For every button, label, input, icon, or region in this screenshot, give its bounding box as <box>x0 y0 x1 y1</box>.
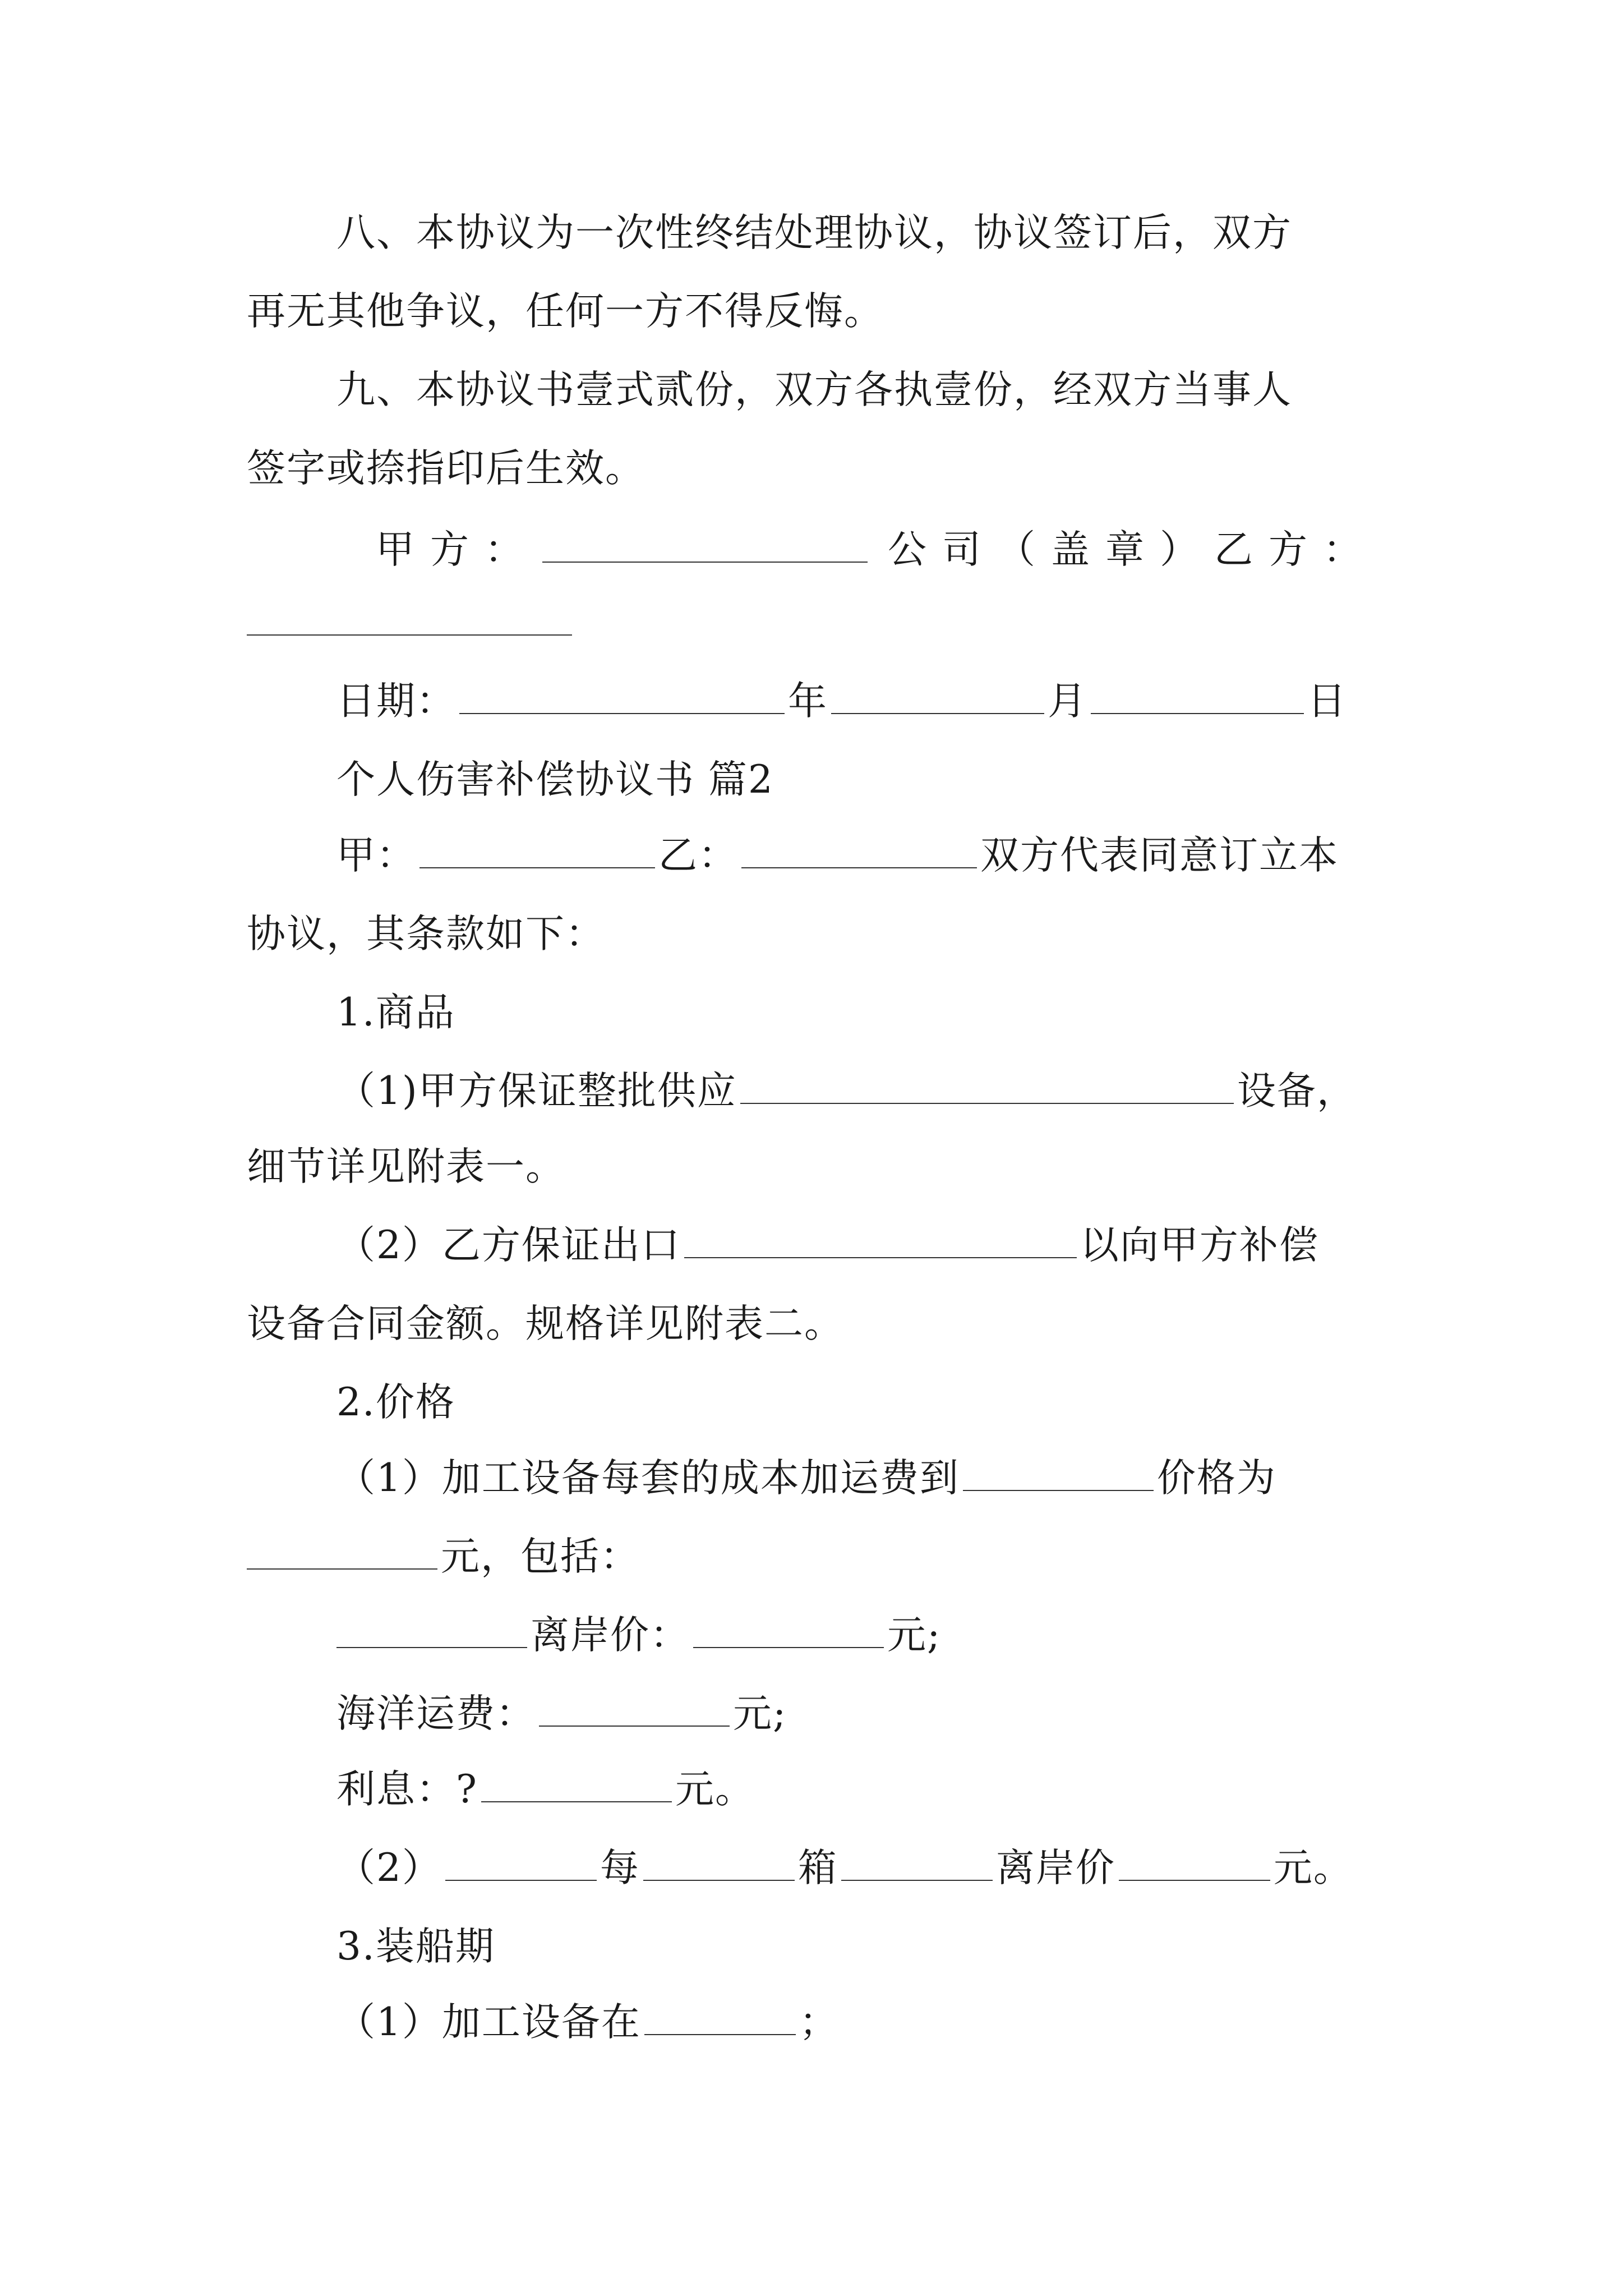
section-3-item-1 <box>336 1994 839 2050</box>
interest-label: 利息：? <box>336 1767 478 1812</box>
jia-blank[interactable] <box>419 834 655 868</box>
date-line <box>336 673 1347 729</box>
fob-yuan: 元; <box>887 1613 942 1658</box>
section-1-item-1-line-2: 细节详见附表一。 <box>247 1144 565 1189</box>
fob-blank[interactable] <box>693 1613 884 1648</box>
signature-line <box>376 522 1377 578</box>
section-1-item-2 <box>336 1217 1319 1273</box>
day-label: 日 <box>1307 679 1347 724</box>
section-2-item-2 <box>336 1840 1353 1896</box>
jia-label: 甲： <box>336 833 416 878</box>
s1-p1-blank[interactable] <box>740 1069 1234 1104</box>
date-label: 日期： <box>336 679 456 724</box>
section-title: 个人伤害补偿协议书 篇2 <box>336 757 774 802</box>
fob-price-blank[interactable] <box>1119 1846 1270 1881</box>
parties-line <box>336 827 1339 884</box>
fob-line <box>336 1607 941 1663</box>
s2-p1-line2-suffix: 元，包括： <box>441 1534 640 1579</box>
quantity-blank[interactable] <box>445 1846 597 1881</box>
clause-8-line-2: 再无其他争议，任何一方不得反悔。 <box>247 289 884 334</box>
fob-price-label: 离岸价 <box>995 1846 1115 1890</box>
s3-p1-suffix: ； <box>799 2000 839 2045</box>
s1-p1-suffix: 设备， <box>1237 1069 1357 1114</box>
company-seal-label: 公司（盖章）乙方： <box>888 527 1377 572</box>
agree-text: 双方代表同意订立本 <box>980 833 1339 878</box>
s1-p1-prefix: （1)甲方保证整批供应 <box>336 1069 737 1114</box>
clause-8-line-1: 八、本协议为一次性终结处理协议，协议签订后，双方 <box>336 210 1292 255</box>
clause-9-line-1: 九、本协议书壹式贰份，双方各执壹份，经双方当事人 <box>336 367 1292 412</box>
fob-price-yuan: 元。 <box>1273 1846 1353 1890</box>
freight-blank[interactable] <box>539 1692 730 1727</box>
section-2-item-1-line-2 <box>247 1529 640 1585</box>
section-1-title: 1.商品 <box>336 990 455 1035</box>
fob-label: 离岸价： <box>531 1613 690 1658</box>
s1-p2-suffix: 以向甲方补偿 <box>1080 1223 1319 1268</box>
per-label: 每 <box>600 1846 640 1890</box>
box-label: 箱 <box>797 1846 838 1890</box>
freight-line <box>336 1686 787 1742</box>
s2-p1-suffix: 价格为 <box>1156 1456 1276 1501</box>
total-price-blank[interactable] <box>247 1535 437 1570</box>
interest-blank[interactable] <box>481 1768 672 1802</box>
section-1-item-2-line-2: 设备合同金额。规格详见附表二。 <box>247 1301 844 1346</box>
box-blank[interactable] <box>841 1846 993 1881</box>
terms-intro: 协议，其条款如下： <box>247 912 605 956</box>
s3-p1-blank[interactable] <box>644 2000 796 2035</box>
party-a-label: 甲方： <box>376 527 539 572</box>
party-a-blank[interactable] <box>542 528 868 563</box>
section-2-item-1 <box>336 1450 1276 1506</box>
section-1-item-1 <box>336 1063 1357 1119</box>
s1-p2-blank[interactable] <box>684 1223 1077 1258</box>
fob-prefix-blank[interactable] <box>336 1613 527 1648</box>
s2-p2-prefix: （2） <box>336 1846 442 1890</box>
interest-yuan: 元。 <box>675 1767 755 1812</box>
month-blank[interactable] <box>831 679 1044 714</box>
section-2-title: 2.价格 <box>336 1380 455 1425</box>
interest-line <box>336 1761 755 1818</box>
freight-label: 海洋运费： <box>336 1691 536 1736</box>
party-b-blank-line <box>247 595 572 651</box>
s1-p2-prefix: （2）乙方保证出口 <box>336 1223 681 1268</box>
s3-p1-prefix: （1）加工设备在 <box>336 2000 641 2045</box>
section-3-title: 3.装船期 <box>336 1924 495 1969</box>
day-blank[interactable] <box>1091 679 1304 714</box>
year-blank[interactable] <box>459 679 785 714</box>
per-blank[interactable] <box>643 1846 795 1881</box>
s2-p1-blank[interactable] <box>963 1456 1154 1491</box>
yi-label: 乙： <box>658 833 738 878</box>
month-label: 月 <box>1048 679 1087 724</box>
party-b-blank[interactable] <box>247 601 572 636</box>
freight-yuan: 元; <box>733 1691 787 1736</box>
yi-blank[interactable] <box>741 834 977 868</box>
clause-9-line-2: 签字或捺指印后生效。 <box>247 446 645 491</box>
s2-p1-prefix: （1）加工设备每套的成本加运费到 <box>336 1456 960 1501</box>
year-label: 年 <box>788 679 828 724</box>
